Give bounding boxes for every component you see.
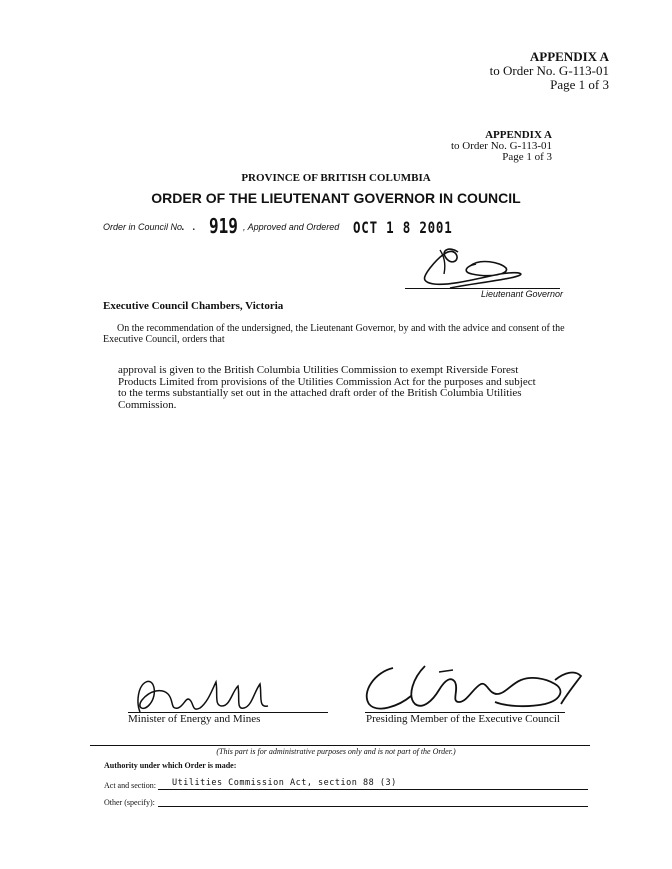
- act-section-line: [158, 789, 588, 790]
- order-number: 919: [209, 214, 238, 238]
- order-number-dots: . .: [181, 219, 198, 234]
- administrative-divider: [90, 745, 590, 746]
- order-in-council-label: Order in Council No.: [103, 222, 185, 232]
- appendix-header: [490, 50, 609, 92]
- lieutenant-governor-signature: [410, 244, 560, 294]
- appendix-inner-page: Page 1 of 3: [502, 151, 552, 163]
- approval-paragraph: approval is given to the British Columbia Utilities Commission to exempt Riverside Forest Products Limited from provisions of the Utilities Commission Act for the purposes and subject to the terms substantially set out in the attached draft order of the British Columbia Utilities Commission.: [118, 364, 536, 411]
- appendix-title: APPENDIX A: [529, 49, 609, 64]
- other-specify-label: Other (specify):: [104, 798, 155, 807]
- recommendation-paragraph: On the recommendation of the undersigned, the Lieutenant Governor, by and with the advice and consent of the Executive Council, orders that: [103, 323, 565, 345]
- minister-label: Minister of Energy and Mines: [128, 713, 261, 725]
- appendix-page: Page 1 of 3: [550, 77, 609, 92]
- appendix-inner-header: [451, 130, 552, 163]
- authority-label: Authority under which Order is made:: [104, 761, 237, 770]
- act-section-label: Act and section:: [104, 781, 156, 790]
- appendix-order-ref: to Order No. G-113-01: [489, 63, 609, 78]
- council-chambers: Executive Council Chambers, Victoria: [103, 300, 284, 312]
- minister-signature: [128, 672, 278, 717]
- other-specify-line: [158, 806, 588, 807]
- administrative-note: (This part is for administrative purposes only and is not part of the Order.): [216, 747, 456, 756]
- province-heading: PROVINCE OF BRITISH COLUMBIA: [241, 172, 431, 184]
- approved-ordered-label: , Approved and Ordered: [243, 222, 340, 232]
- presiding-member-label: Presiding Member of the Executive Council: [366, 713, 560, 725]
- appendix-inner-order-ref: to Order No. G-113-01: [450, 140, 552, 152]
- order-title: ORDER OF THE LIEUTENANT GOVERNOR IN COUNCIL: [151, 190, 521, 206]
- act-section-value: Utilities Commission Act, section 88 (3): [172, 778, 397, 788]
- order-date-stamp: OCT 1 8 2001: [353, 218, 453, 237]
- presiding-member-signature: [355, 660, 585, 718]
- appendix-inner-title: APPENDIX A: [485, 129, 552, 141]
- lieutenant-governor-label: Lieutenant Governor: [481, 289, 564, 299]
